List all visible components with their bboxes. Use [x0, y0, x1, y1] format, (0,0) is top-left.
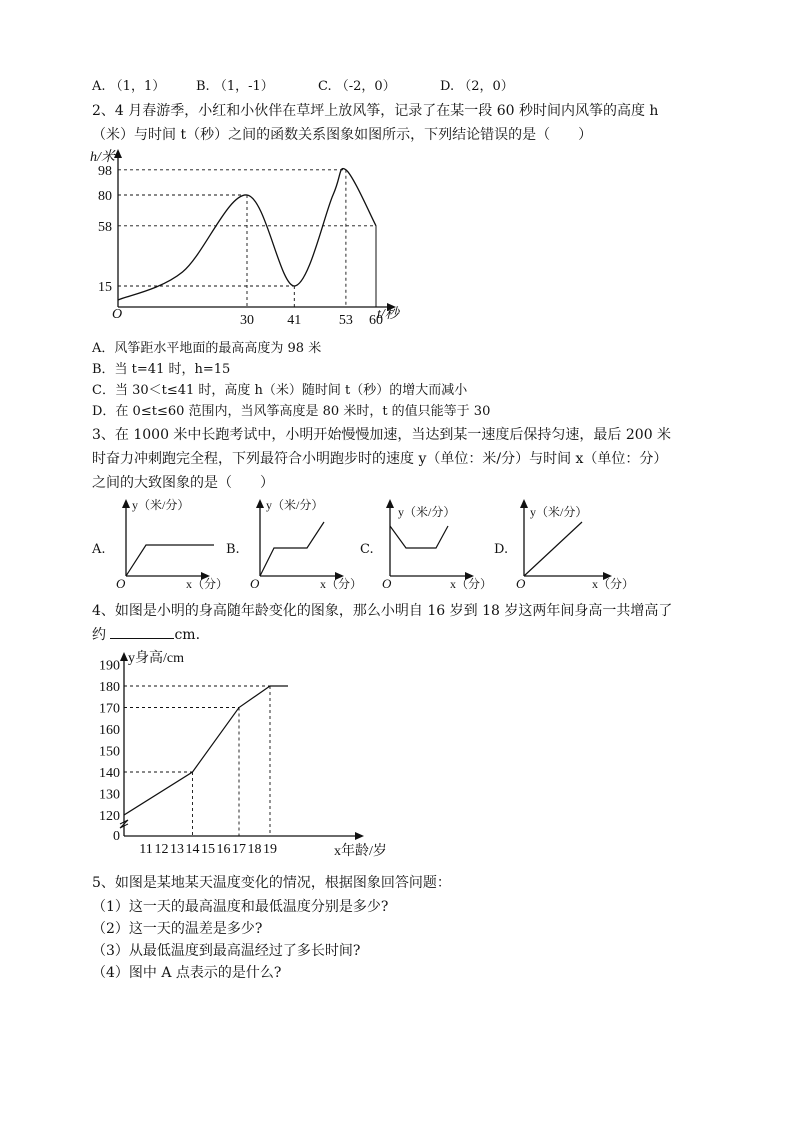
q1-option-letter: A.	[92, 79, 106, 94]
height-ytick-label: 120	[99, 809, 120, 824]
q2-choice-c: C．当 30＜t≤41 时，高度 h（米）随时间 t（秒）的增大而减小	[92, 383, 468, 398]
graph-xlabel: x（分）	[450, 577, 493, 591]
height-ytick-zero: 0	[113, 829, 120, 844]
height-xtick-label: 16	[216, 842, 231, 857]
kite-xtick-label: 41	[287, 313, 302, 328]
q4-stem-line2	[92, 626, 200, 644]
height-xtick-label: 14	[185, 842, 200, 857]
kite-xtick-label: 53	[338, 313, 353, 328]
q4-stem-post: cm.	[174, 627, 201, 643]
arrow-y	[256, 499, 264, 508]
graph-origin: O	[382, 576, 392, 591]
kite-ytick-label: 98	[98, 163, 112, 179]
height-line	[124, 686, 288, 815]
q2-stem-line1: 2、4 月春游季，小红和小伙伴在草坪上放风筝，记录了在某一段 60 秒时间内风筝的高度 h	[92, 103, 659, 119]
graph-origin: O	[250, 576, 260, 591]
height-ytick-label: 190	[99, 658, 120, 674]
q2-choice-a: A．风筝距水平地面的最高高度为 98 米	[92, 341, 322, 356]
q1-option-a	[92, 78, 165, 96]
height-xtick-label: 18	[247, 842, 262, 857]
q4-answer-blank[interactable]	[110, 626, 174, 639]
q1-option-c	[318, 78, 396, 96]
kite-origin: O	[112, 307, 123, 322]
q3-graph-a	[110, 496, 230, 594]
q1-option-text: （1，-1）	[213, 79, 274, 94]
q3-graph-b	[244, 496, 369, 594]
q1-option-b	[196, 78, 274, 96]
graph-origin: O	[116, 576, 126, 591]
q3-stem-line1: 3、在 1000 米中长跑考试中，小明开始慢慢加速，当达到某一速度后保持匀速，最后 200 米	[92, 427, 672, 443]
kite-ylabel: h/米	[90, 150, 115, 165]
arrow-y	[122, 499, 130, 508]
q3-option-b-letter: B.	[226, 542, 240, 557]
kite-xtick-label: 30	[240, 313, 254, 328]
height-xtick-label: 12	[154, 842, 169, 857]
kite-xtick-label: 60	[369, 313, 383, 328]
graph-line	[390, 526, 448, 548]
q3-option-d-letter: D.	[494, 542, 509, 557]
arrow-y	[386, 499, 394, 508]
graph-xlabel: x（分）	[592, 577, 635, 591]
height-ytick-label: 170	[99, 701, 120, 717]
q3-option-a-letter: A.	[92, 542, 106, 557]
height-xtick-label: 13	[170, 842, 184, 857]
graph-line	[126, 545, 214, 576]
kite-height-chart	[90, 144, 420, 328]
graph-xlabel: x（分）	[320, 577, 363, 591]
q1-option-letter: B.	[196, 79, 210, 94]
q2-choice-d: D．在 0≤t≤60 范围内，当风筝高度是 80 米时，t 的值只能等于 30	[92, 404, 491, 419]
height-xlabel: x年龄/岁	[334, 844, 387, 859]
kite-xlabel: t/秒	[377, 307, 399, 322]
q2-choice-b: B．当 t=41 时，h=15	[92, 362, 231, 377]
arrow-y	[520, 499, 528, 508]
q1-option-text: （1，1）	[109, 79, 166, 94]
q5-item-2: （2）这一天的温差是多少?	[92, 921, 263, 937]
graph-xlabel: x（分）	[186, 577, 229, 591]
q5-stem: 5、如图是某地某天温度变化的情况，根据图象回答问题：	[92, 875, 451, 891]
graph-line	[260, 522, 324, 576]
graph-ylabel: y（米/分）	[132, 498, 190, 512]
q1-option-letter: D.	[440, 79, 455, 94]
q2-stem-line2: （米）与时间 t（秒）之间的函数关系图象如图所示，下列结论错误的是（ ）	[92, 127, 593, 143]
q1-option-letter: C.	[318, 79, 332, 94]
kite-ytick-label: 80	[98, 189, 112, 204]
height-ytick-label: 180	[99, 680, 120, 695]
q1-option-d	[440, 78, 514, 96]
q5-item-1: （1）这一天的最高温度和最低温度分别是多少?	[92, 899, 389, 915]
height-xtick-label: 17	[232, 842, 246, 857]
q3-graph-c	[378, 496, 498, 594]
q3-stem-line2: 时奋力冲刺跑完全程，下列最符合小明跑步时的速度 y（单位：米/分）与时间 x（单位：分）	[92, 451, 668, 467]
q4-stem-line1: 4、如图是小明的身高随年龄变化的图象，那么小明自 16 岁到 18 岁这两年间身高一共增高了	[92, 603, 673, 619]
height-age-chart	[88, 648, 408, 862]
q1-option-text: （-2，0）	[335, 79, 396, 94]
height-xtick-label: 15	[201, 842, 215, 857]
q4-stem-pre: 约	[92, 627, 111, 643]
q5-item-4: （4）图中 A 点表示的是什么?	[92, 965, 282, 981]
graph-line	[524, 522, 582, 576]
height-ylabel: y身高/cm	[128, 651, 184, 666]
q5-item-3: （3）从最低温度到最高温经过了多长时间?	[92, 943, 361, 959]
graph-origin: O	[516, 576, 526, 591]
height-ytick-label: 140	[99, 766, 120, 781]
kite-ytick-label: 15	[98, 280, 112, 295]
kite-ytick-label: 58	[98, 219, 112, 235]
height-x-arrow	[355, 832, 364, 840]
kite-y-arrow	[114, 149, 122, 158]
height-ytick-label: 160	[99, 723, 120, 738]
q3-stem-line3: 之间的大致图象的是（ ）	[92, 475, 274, 491]
height-ytick-label: 150	[99, 744, 120, 760]
height-xtick-label: 11	[139, 842, 153, 857]
q3-option-c-letter: C.	[360, 542, 374, 557]
graph-ylabel: y（米/分）	[266, 498, 324, 512]
height-ytick-label: 130	[99, 787, 120, 803]
q3-graph-d	[512, 496, 637, 594]
height-y-arrow	[120, 652, 128, 661]
q1-option-text: （2，0）	[458, 79, 514, 94]
graph-ylabel: y（米/分）	[398, 505, 456, 519]
graph-ylabel: y（米/分）	[530, 505, 588, 519]
height-xtick-label: 19	[263, 842, 277, 857]
